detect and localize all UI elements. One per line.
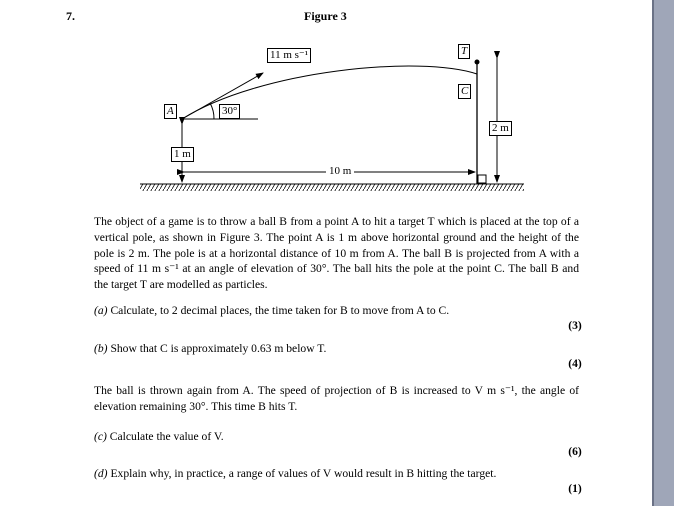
part-a-text: Calculate, to 2 decimal places, the time taken for B to move from A to C. — [110, 304, 450, 317]
intro-paragraph: The object of a game is to throw a ball B from a point A to hit a target T which is placed at the top of a vertical pole, as shown in Figure 3. The point A is 1 m above horizontal ground and the height of the pole is 2 m. The pole is at a horizontal distance of 10 m from A. The ball B is projected from A with a speed of 11 m s⁻¹ at an angle of elevation of 30°. The ball hits the pole at the point C. The ball B and the target T are modelled as particles. — [94, 215, 579, 292]
part-a-marks: (3) — [568, 319, 582, 332]
ground-hatching — [140, 184, 524, 191]
target-dot — [475, 60, 480, 65]
part-c-label: (c) — [94, 430, 107, 443]
pole-base-square — [478, 175, 486, 183]
part-c-text: Calculate the value of V. — [109, 430, 224, 443]
part-b-text: Show that C is approximately 0.63 m below T. — [110, 342, 327, 355]
speed-label: 11 m s⁻¹ — [267, 48, 311, 63]
angle-label: 30° — [219, 104, 240, 119]
part-b-marks: (4) — [568, 357, 582, 370]
part-a-label: (a) — [94, 304, 108, 317]
distance-label: 10 m — [326, 165, 354, 177]
part-c — [94, 430, 224, 444]
part-d-marks: (1) — [568, 482, 582, 495]
angle-arc — [210, 103, 214, 119]
question-number: 7. — [66, 9, 75, 23]
point-c-label: C — [458, 84, 471, 99]
pole-height-label: 2 m — [489, 121, 512, 136]
part-d — [94, 467, 496, 481]
point-t-label: T — [458, 44, 470, 59]
part-c-marks: (6) — [568, 445, 582, 458]
figure-title: Figure 3 — [304, 9, 347, 23]
point-a-label: A — [164, 104, 177, 119]
part-d-text: Explain why, in practice, a range of values of V would result in B hitting the target. — [110, 467, 497, 480]
part-a — [94, 304, 449, 318]
point-a-dot — [180, 117, 184, 121]
part-d-label: (d) — [94, 467, 108, 480]
continuation-paragraph: The ball is thrown again from A. The speed of projection of B is increased to V m s⁻¹, the angle of elevation remaining 30°. This time B hits T. — [94, 384, 579, 413]
height-a-label: 1 m — [171, 147, 194, 162]
part-b-label: (b) — [94, 342, 108, 355]
part-b — [94, 342, 326, 356]
